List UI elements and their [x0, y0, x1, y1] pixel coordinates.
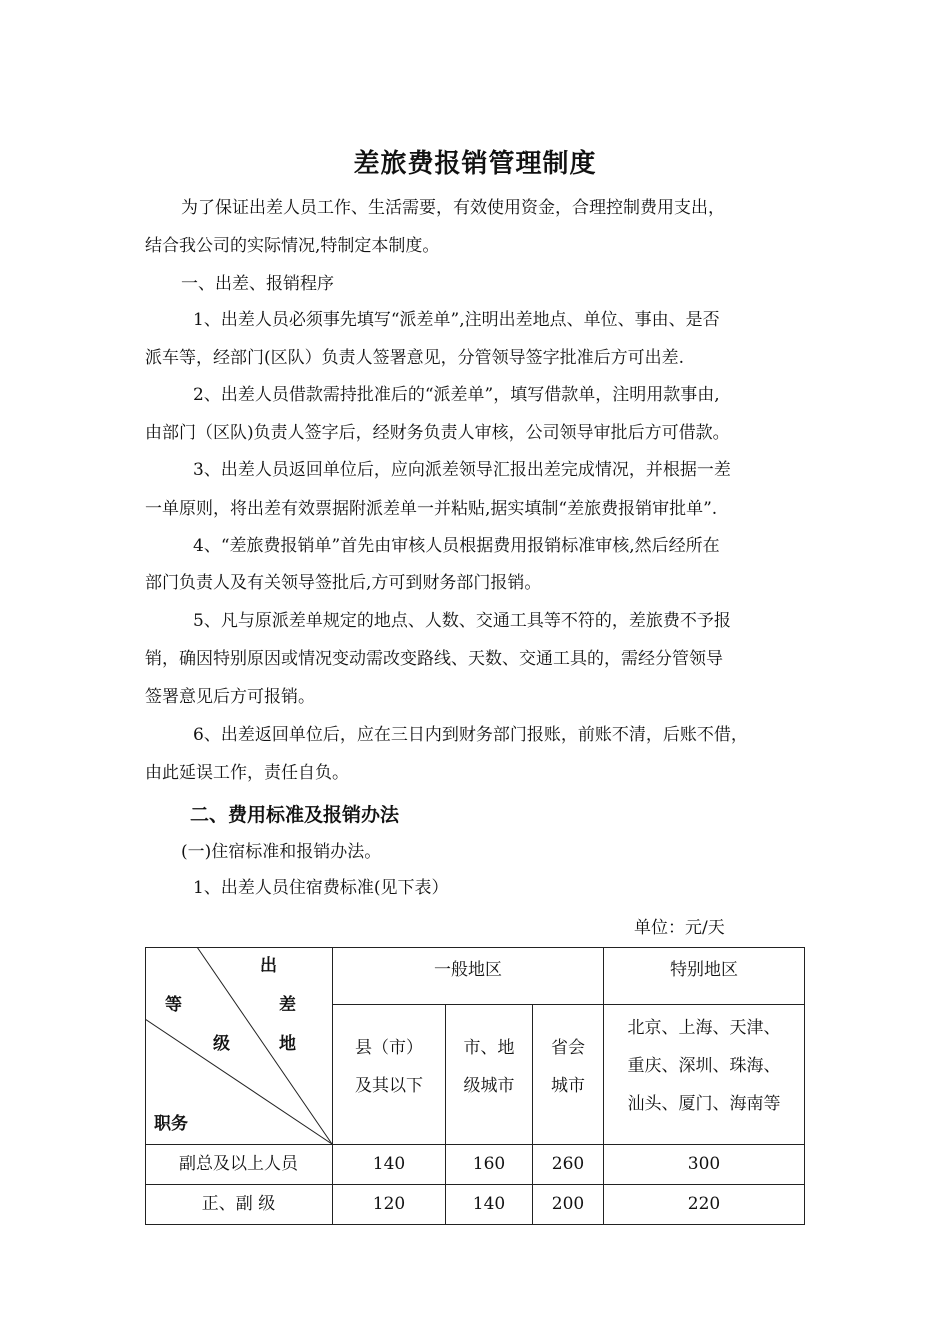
item-2-line-1: 2、出差人员借款需持批准后的“派差单”，填写借款单，注明用款事由,: [193, 385, 720, 405]
header-general-region: 一般地区: [434, 960, 502, 980]
header-county-line-1: 县（市）: [355, 1038, 423, 1058]
table-header-divider: [332, 1004, 805, 1005]
intro-line-2: 结合我公司的实际情况,特制定本制度。: [145, 236, 440, 256]
table-row-1-city: 160: [472, 1154, 506, 1174]
header-city: [446, 1029, 532, 1105]
table-row-1-capital: 260: [551, 1154, 585, 1174]
header-capital-line-2: 城市: [551, 1076, 585, 1096]
item-4-line-2: 部门负责人及有关领导签批后,方可到财务部门报销。: [145, 573, 542, 593]
item-2-line-2: 由部门（区队)负责人签字后，经财务负责人审核，公司领导审批后方可借款。: [145, 423, 730, 443]
table-row-1-label: 副总及以上人员: [179, 1154, 298, 1174]
table-row-2-special: 220: [687, 1194, 721, 1214]
item-6-line-2: 由此延误工作，责任自负。: [145, 763, 349, 783]
table-row-2-label: 正、副 级: [201, 1194, 276, 1214]
header-special-line-2: 重庆、深圳、珠海、: [627, 1056, 781, 1076]
header-special-region: 特别地区: [670, 960, 738, 980]
item-3-line-1: 3、出差人员返回单位后，应向派差领导汇报出差完成情况，并根据一差: [193, 460, 731, 480]
header-special-line-1: 北京、上海、天津、: [627, 1018, 781, 1038]
table-row-2-county: 120: [372, 1194, 406, 1214]
section-2-heading: 二、费用标准及报销办法: [190, 804, 400, 826]
header-capital-line-1: 省会: [551, 1038, 585, 1058]
item-1-line-1: 1、出差人员必须事先填写“派差单”,注明出差地点、单位、事由、是否: [193, 310, 720, 330]
table-row-1-special: 300: [687, 1154, 721, 1174]
header-county-line-2: 及其以下: [355, 1076, 423, 1096]
item-6-line-1: 6、出差返回单位后，应在三日内到财务部门报账，前账不清，后账不借，: [193, 725, 748, 745]
header-provincial-capital: [533, 1029, 603, 1105]
item-3-line-2: 一单原则，将出差有效票据附派差单一并粘贴,据实填制“差旅费报销审批单”.: [145, 499, 718, 519]
corner-label-top: 出: [260, 956, 277, 976]
corner-label-left: 等: [165, 995, 182, 1015]
item-1-line-2: 派车等，经部门(区队）负责人签署意见，分管领导签字批准后方可出差.: [145, 348, 685, 368]
table-border-right: [804, 947, 805, 1225]
corner-label-mid: 级: [213, 1034, 230, 1054]
header-county: [333, 1029, 445, 1105]
intro-line-1: 为了保证出差人员工作、生活需要，有效使用资金，合理控制费用支出，: [181, 198, 725, 218]
item-5-line-2: 销，确因特别原因或情况变动需改变路线、天数、交通工具的，需经分管领导: [145, 649, 723, 669]
corner-label-right-1: 差: [279, 995, 296, 1015]
table-row-1-county: 140: [372, 1154, 406, 1174]
section-1-heading: 一、出差、报销程序: [181, 274, 334, 294]
corner-label-right-2: 地: [279, 1034, 296, 1054]
header-special-line-3: 汕头、厦门、海南等: [627, 1094, 781, 1114]
item-4-line-1: 4、“差旅费报销单”首先由审核人员根据费用报销标准审核,然后经所在: [193, 536, 720, 556]
subsection-1: (一)住宿标准和报销办法。: [181, 842, 382, 862]
corner-label-bottom: 职务: [154, 1114, 188, 1134]
header-city-line-1: 市、地: [463, 1038, 515, 1058]
header-city-line-2: 级城市: [463, 1076, 515, 1096]
unit-note: 单位：元/天: [634, 918, 725, 938]
table-row-2-city: 140: [472, 1194, 506, 1214]
item-5-line-3: 签署意见后方可报销。: [145, 687, 315, 707]
table-border-bottom: [145, 1224, 805, 1225]
lodging-standard-table: [145, 947, 805, 1225]
header-special-cities: [604, 1009, 804, 1123]
page-title: 差旅费报销管理制度: [353, 149, 597, 179]
item-5-line-1: 5、凡与原派差单规定的地点、人数、交通工具等不符的，差旅费不予报: [193, 611, 731, 631]
table-row-2-capital: 200: [551, 1194, 585, 1214]
subsection-1-item-1: 1、出差人员住宿费标准(见下表）: [193, 878, 449, 898]
